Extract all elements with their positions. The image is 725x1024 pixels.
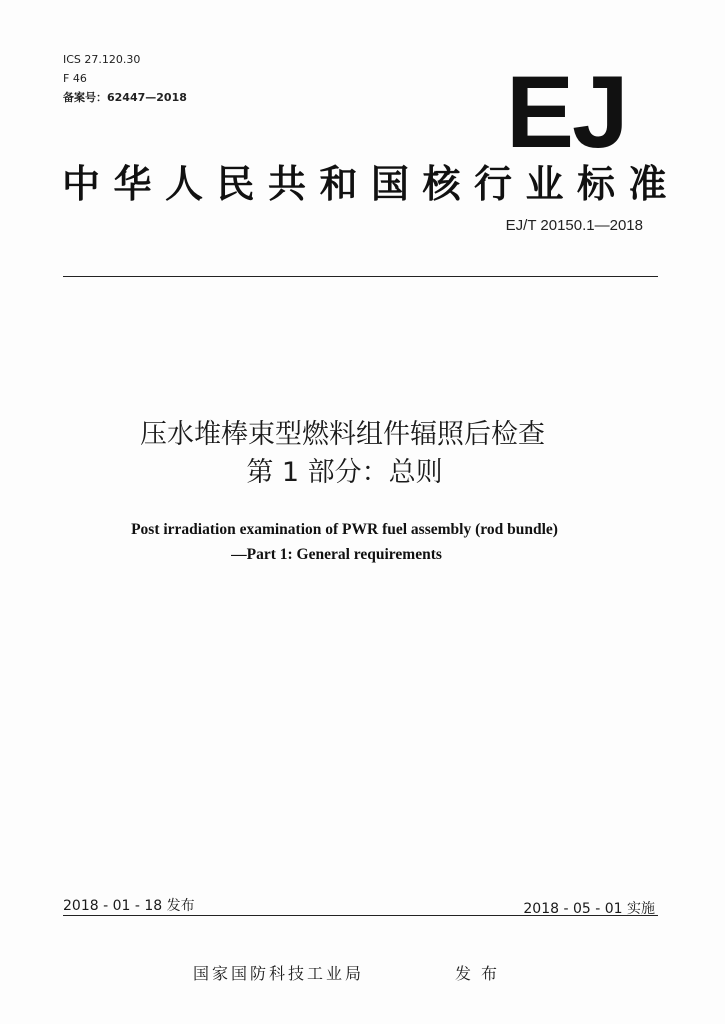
chinese-title-line-1: 压水堆棒束型燃料组件辐照后检查 [140, 419, 545, 450]
bottom-divider [63, 915, 658, 916]
implementation-date: 2018 - 05 - 01 实施 [523, 901, 655, 917]
standard-number: EJ/T 20150.1—2018 [505, 217, 643, 234]
issue-label: 发布 [455, 964, 508, 983]
ics-code: ICS 27.120.30 [63, 53, 141, 66]
issuing-authority: 国家国防科技工业局 [193, 964, 365, 983]
classification-block [63, 50, 187, 107]
standard-category-title: 中华人民共和国核行业标准 [62, 162, 681, 206]
english-title-line-1: Post irradiation examination of PWR fuel assembly (rod bundle) [131, 521, 558, 538]
ccs-code: F 46 [63, 72, 87, 85]
record-number: 备案号：62447—2018 [63, 91, 187, 104]
english-title-line-2: —Part 1: General requirements [231, 546, 442, 563]
top-divider [63, 276, 658, 277]
release-date: 2018 - 01 - 18 发布 [63, 898, 195, 914]
ej-logo: EJ [506, 55, 627, 169]
chinese-title-line-2: 第 1 部分：总则 [246, 457, 443, 488]
